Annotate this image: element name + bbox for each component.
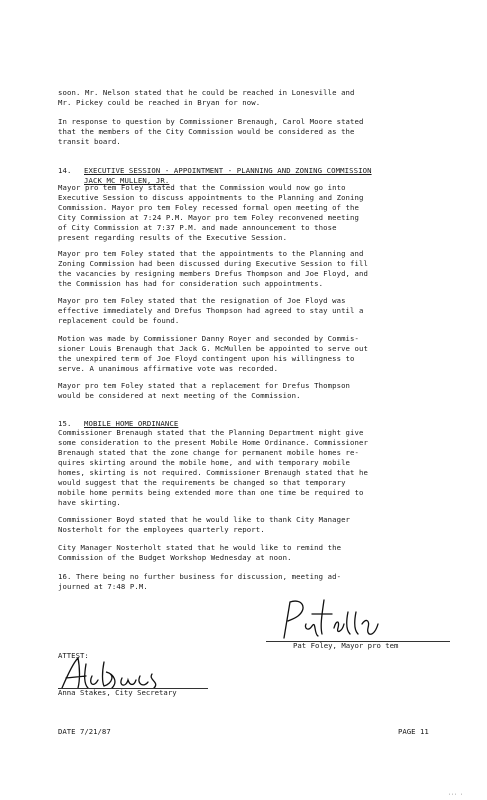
paragraph-3: Mayor pro tem Foley stated that the Commission would now go into Executive Session to discuss appointments to the Planning and Zoning Commission. Mayor pro tem Foley recessed formal open meeting of the City Commission at 7:24 P.M. Mayor pro tem Foley reconvened meeting of City Commission at 7:37 P.M. and made announcement to those present regarding results of the Executive Session. <box>58 183 364 242</box>
footer-page: PAGE 11 <box>398 727 429 736</box>
attest-label: ATTEST: <box>58 651 89 660</box>
paragraph-9: Commissioner Boyd stated that he would like to thank City Manager Nosterholt for the employees quarterly report. <box>58 515 351 534</box>
paragraph-4: Mayor pro tem Foley stated that the appointments to the Planning and Zoning Commission had been discussed during Executive Session to fill the vacancies by resigning members Drefus Thompson and Joe Floyd, and the Commission has had for consideration such appointments. <box>58 249 369 288</box>
section-14-heading <box>58 156 442 186</box>
paragraph-10: City Manager Nosterholt stated that he would like to remind the Commission of the Budget Workshop Wednesday at noon. <box>58 543 342 562</box>
section-15-number: 15. <box>58 419 72 428</box>
paragraph-7: Mayor pro tem Foley stated that a replacement for Drefus Thompson would be considered at next meeting of the Commission. <box>58 381 351 400</box>
paragraph-11: 16. There being no further business for discussion, meeting ad- journed at 7:48 P.M. <box>58 572 342 591</box>
paragraph-2: In response to question by Commissioner Brenaugh, Carol Moore stated that the members of the City Commission would be considered as the transit board. <box>58 117 364 146</box>
section-14-number: 14. <box>58 166 72 175</box>
section-14-title-line2: JACK MC MULLEN, JR. <box>84 176 170 185</box>
section-15-heading <box>58 409 442 429</box>
paragraph-8: Commissioner Brenaugh stated that the Planning Department might give some consideration to the present Mobile Home Ordinance. Commissioner Brenaugh stated that the zone change for permanent mobile homes re- quires skirting around the mobile home, and with temporary mobile homes, skirting is not required. Commissioner Brenaugh stated that he would suggest that the requirements be changed so that temporary mobile home permits being extended more than one time be required to have skirting. <box>58 428 369 507</box>
paragraph-1: soon. Mr. Nelson stated that he could be reached in Lonesville and Mr. Pickey could be reached in Bryan for now. <box>58 88 355 107</box>
scan-mark: ··· · <box>448 792 464 798</box>
secretary-label: Anna Stakes, City Secretary <box>58 688 177 697</box>
mayor-signature <box>272 594 392 644</box>
section-15-title: MOBILE HOME ORDINANCE <box>84 419 179 428</box>
paragraph-6: Motion was made by Commissioner Danny Royer and seconded by Commis- sioner Louis Brenaugh that Jack G. McMullen be appointed to serve out the unexpired term of Joe Floyd contingent upon his willingness to serve. A unanimous affirmative vote was recorded. <box>58 334 369 373</box>
footer-date: DATE 7/21/87 <box>58 727 111 736</box>
paragraph-5: Mayor pro tem Foley stated that the resignation of Joe Floyd was effective immediately and Drefus Thompson had agreed to stay until a replacement could be found. <box>58 296 364 325</box>
mayor-label: Pat Foley, Mayor pro tem <box>293 641 399 650</box>
section-14-title-line1: EXECUTIVE SESSION - APPOINTMENT - PLANNING AND ZONING COMMISSION <box>84 166 372 175</box>
